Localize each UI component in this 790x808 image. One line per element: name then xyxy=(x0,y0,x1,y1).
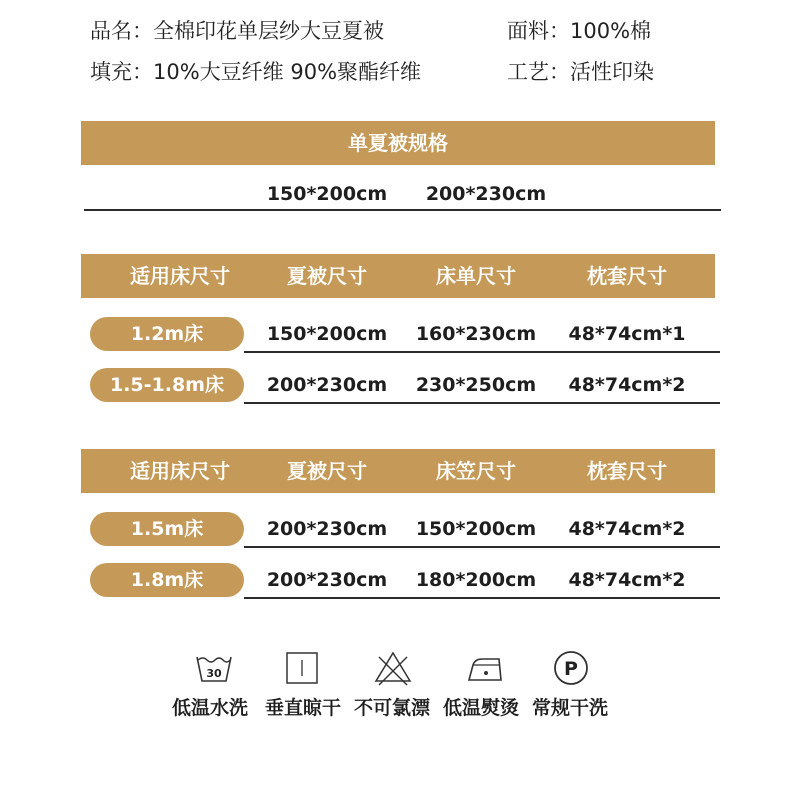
table2-header-fitted: 床笠尺寸 xyxy=(436,459,516,483)
table1-row2-bed: 1.5-1.8m床 xyxy=(90,368,244,402)
table1-row2-pillow: 48*74cm*2 xyxy=(568,374,686,396)
table1-header-bed: 适用床尺寸 xyxy=(130,264,230,288)
table1-row1-sheet: 160*230cm xyxy=(415,323,537,345)
table2-row2-bed: 1.8m床 xyxy=(90,563,244,597)
spec-size-2: 200*230cm xyxy=(425,183,547,205)
table1-header-pillow: 枕套尺寸 xyxy=(587,264,667,288)
spec-title-bar xyxy=(81,121,715,165)
table2-header-bed: 适用床尺寸 xyxy=(130,459,230,483)
table2-row1-pillow: 48*74cm*2 xyxy=(568,518,686,540)
table1-row2-divider xyxy=(244,402,720,404)
wash-temp: 30 xyxy=(206,667,222,680)
care-label-bleach: 不可氯漂 xyxy=(354,697,431,719)
table2-row2-divider xyxy=(244,597,720,599)
spec-title: 单夏被规格 xyxy=(348,131,448,155)
table2-row2-pillow: 48*74cm*2 xyxy=(568,569,686,591)
table2-header-quilt: 夏被尺寸 xyxy=(287,459,367,483)
table1-header-sheet: 床单尺寸 xyxy=(436,264,516,288)
table1-row1-bed: 1.2m床 xyxy=(90,317,244,351)
filling-info: 填充：10%大豆纤维 90%聚酯纤维 xyxy=(90,60,422,84)
drip-dry-icon xyxy=(282,648,322,688)
table2-row1-bed: 1.5m床 xyxy=(90,512,244,546)
craft-info: 工艺：活性印染 xyxy=(507,60,654,84)
table1-header xyxy=(81,254,715,298)
care-label-dryclean: 常规干洗 xyxy=(532,697,609,719)
no-bleach-icon xyxy=(373,648,413,688)
table2-header xyxy=(81,449,715,493)
table1-row1-divider xyxy=(244,351,720,353)
table2-row2-fitted: 180*200cm xyxy=(415,569,537,591)
dry-clean-letter: P xyxy=(564,658,578,680)
wash-30-icon xyxy=(194,648,234,688)
table1-header-quilt: 夏被尺寸 xyxy=(287,264,367,288)
spec-size-1: 150*200cm xyxy=(266,183,388,205)
table1-row1-pillow: 48*74cm*1 xyxy=(568,323,686,345)
dry-clean-icon xyxy=(551,648,591,688)
table2-header-pillow: 枕套尺寸 xyxy=(587,459,667,483)
table1-row2-quilt: 200*230cm xyxy=(266,374,388,396)
fabric-info: 面料：100%棉 xyxy=(507,19,652,43)
spec-divider xyxy=(84,209,721,211)
table1-row2-sheet: 230*250cm xyxy=(415,374,537,396)
table1-row1-quilt: 150*200cm xyxy=(266,323,388,345)
care-label-iron: 低温熨烫 xyxy=(443,697,520,719)
table2-row1-quilt: 200*230cm xyxy=(266,518,388,540)
table2-row1-divider xyxy=(244,546,720,548)
care-label-dry: 垂直晾干 xyxy=(265,697,342,719)
table2-row2-quilt: 200*230cm xyxy=(266,569,388,591)
product-name: 品名：全棉印花单层纱大豆夏被 xyxy=(90,19,384,43)
care-label-wash: 低温水洗 xyxy=(172,697,249,719)
table2-row1-fitted: 150*200cm xyxy=(415,518,537,540)
low-iron-icon xyxy=(465,648,505,688)
